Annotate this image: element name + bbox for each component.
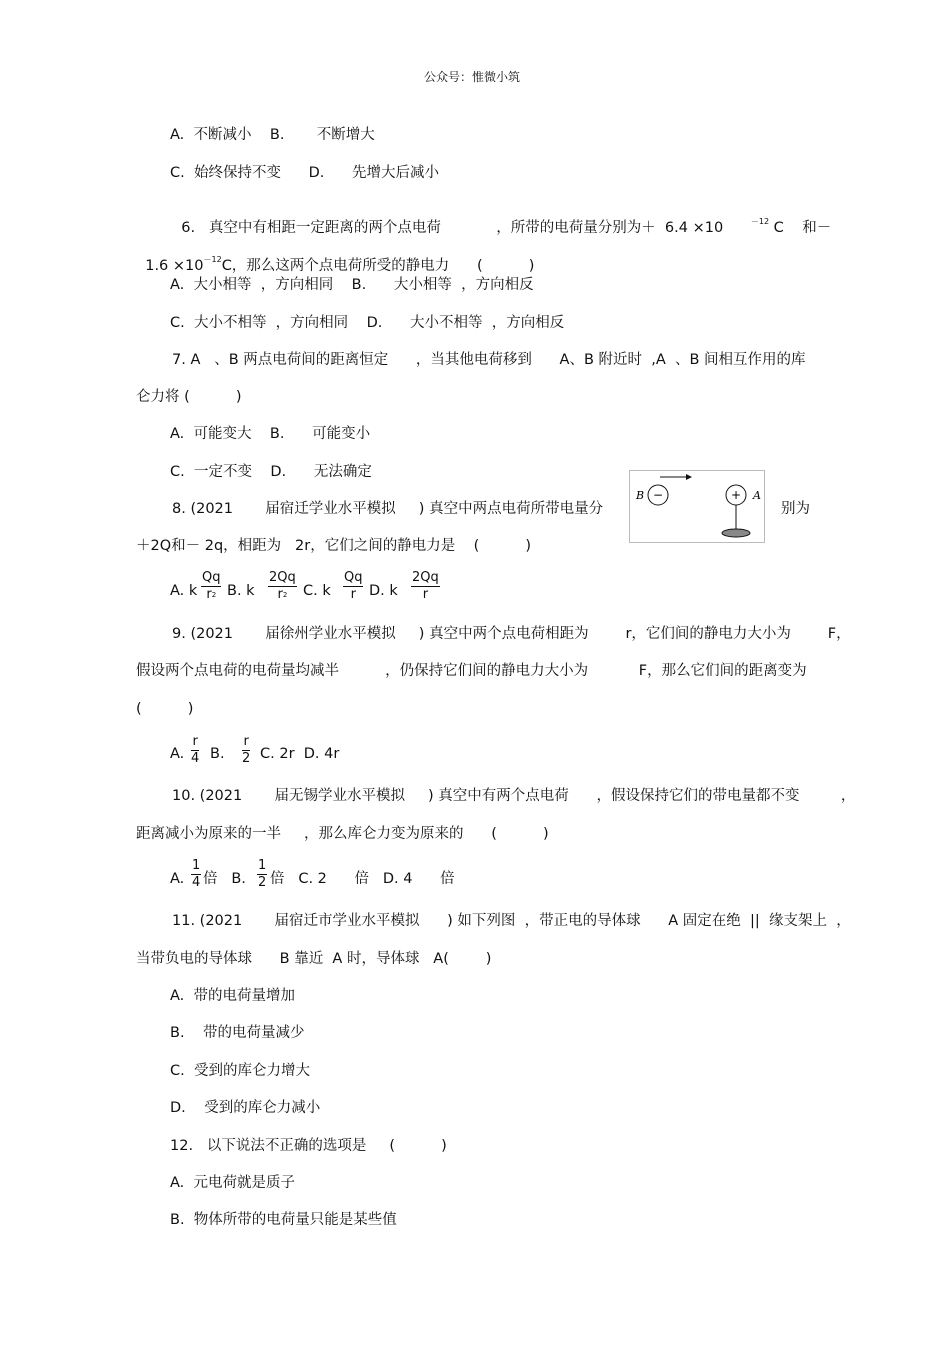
q10-frac-b-num: 1 — [258, 858, 267, 873]
charge-a-sign: + — [730, 488, 742, 502]
q10-frac-b-den: 2 — [258, 875, 267, 890]
q9-line-2: 假设两个点电荷的电荷量均减半 ，仍保持它们间的静电力大小为 F，那么它们间的距离变为 — [136, 663, 807, 679]
charge-a-label: A — [753, 489, 761, 502]
charge-b-sign: − — [652, 488, 664, 502]
q12-option-b: B. 物体所带的电荷量只能是某些值 — [170, 1212, 397, 1228]
q6-line2-a: 1.6 ×10 — [145, 258, 204, 274]
q8-charge-figure — [629, 470, 765, 543]
q11-option-c: C. 受到的库仑力增大 — [170, 1063, 310, 1079]
q12-option-a: A. 元电荷就是质子 — [170, 1175, 295, 1191]
q10-line-2: 距离减小为原来的一半 ，那么库仑力变为原来的 ( ) — [136, 826, 549, 842]
q9-line-3: ( ) — [136, 701, 194, 717]
q6-options-cd: C. 大小不相等 ，方向相同 D. 大小不相等 ，方向相反 — [170, 315, 565, 331]
q8-fraction-c — [343, 570, 363, 603]
q7-line-2: 仑力将 ( ) — [136, 389, 242, 405]
q8-fraction-b — [268, 570, 297, 603]
q9-options-cd: C. 2r D. 4r — [260, 746, 340, 762]
q6-line2-b: C，那么这两个点电荷所受的静电力 ( ) — [221, 258, 535, 274]
q8-option-d: D. k — [369, 583, 398, 599]
q8-option-a: A. k — [170, 583, 198, 599]
q5-options-cd: C. 始终保持不变 D. 先增大后减小 — [170, 165, 440, 181]
q8-frac-c-num: Qq — [344, 570, 363, 585]
q9-frac-b-num: r — [243, 734, 249, 749]
q10-option-b-suffix: 倍 C. 2 倍 D. 4 倍 — [270, 871, 455, 887]
charge-b-label: B — [636, 489, 645, 502]
q8-option-c: C. k — [303, 583, 331, 599]
q8-frac-d-num: 2Qq — [412, 570, 439, 585]
arrow-icon — [686, 474, 692, 480]
q9-option-a: A. — [170, 746, 185, 762]
q6-stem-b: ，所带的电荷量分别为＋ 6.4 ×10 — [496, 220, 724, 236]
q11-line-1: 11. (2021 届宿迁市学业水平模拟 ) 如下列图 ，带正电的导体球 A 固定在绝 || 缘支架上 ， — [172, 913, 851, 929]
q8-fraction-a — [201, 570, 221, 603]
q8-frac-a-den: $r^2$ — [206, 587, 217, 602]
q12-line-1: 12. 以下说法不正确的选项是 ( ) — [170, 1138, 447, 1154]
q10-frac-a-den: 4 — [192, 875, 201, 890]
q7-line-1: 7. A 、B 两点电荷间的距离恒定 ，当其他电荷移到 A、B 附近时 ,A 、B 间相互作用的库 — [172, 352, 806, 368]
q10-line-1: 10. (2021 届无锡学业水平模拟 ) 真空中有两个点电荷 ，假设保持它们的带电量都不变 ， — [172, 788, 856, 804]
q10-fraction-a — [191, 858, 201, 891]
q8-line-1a: 8. (2021 届宿迁学业水平模拟 ) 真空中两点电荷所带电量分 — [172, 501, 604, 517]
q10-fraction-b — [257, 858, 267, 891]
q8-frac-a-num: Qq — [202, 570, 221, 585]
q9-frac-a-den: 4 — [191, 751, 200, 766]
q6-stem-c: C 和－ — [773, 220, 832, 236]
q5-options-ab: A. 不断减小 B. 不断增大 — [170, 127, 375, 143]
q9-frac-b-den: 2 — [242, 751, 251, 766]
q11-option-b: B. 带的电荷量减少 — [170, 1025, 305, 1041]
q6-options-ab: A. 大小相等 ，方向相同 B. 大小相等 ，方向相反 — [170, 277, 534, 293]
stand-base — [722, 529, 750, 537]
q9-fraction-a — [191, 734, 199, 767]
q8-fraction-d — [411, 570, 440, 603]
q6-exponent-1: －12 — [750, 217, 770, 226]
q6-line-1 — [172, 201, 831, 239]
q9-line-1: 9. (2021 届徐州学业水平模拟 ) 真空中两个点电荷相距为 r，它们间的静电力大小为 F， — [172, 626, 851, 642]
q8-frac-d-den: r — [422, 587, 429, 602]
q8-frac-b-den: $r^2$ — [277, 587, 288, 602]
q11-option-a: A. 带的电荷量增加 — [170, 988, 295, 1004]
q8-line-2: ＋2Q和－ 2q，相距为 2r，它们之间的静电力是 ( ) — [136, 538, 532, 554]
q9-option-b: B. — [210, 746, 225, 762]
q6-exponent-2: －12 — [203, 255, 222, 264]
q6-stem-a: 6. 真空中有相距一定距离的两个点电荷 — [181, 220, 441, 236]
q8-frac-c-den: r — [350, 587, 356, 602]
q9-fraction-b — [242, 734, 250, 767]
q8-frac-b-num: 2Qq — [269, 570, 296, 585]
q7-options-cd: C. 一定不变 D. 无法确定 — [170, 464, 372, 480]
q6-line-2 — [136, 239, 534, 277]
q11-option-d: D. 受到的库仑力减小 — [170, 1100, 321, 1116]
q9-frac-a-num: r — [192, 734, 198, 749]
page-header: 公众号：惟微小筑 — [424, 70, 521, 84]
q10-option-a: A. — [170, 871, 185, 887]
q11-line-2: 当带负电的导体球 B 靠近 A 时，导体球 A( ) — [136, 951, 492, 967]
q10-option-a-suffix: 倍 B. — [203, 871, 246, 887]
q8-line-1b: 别为 — [781, 501, 810, 517]
charge-diagram — [630, 471, 764, 542]
q8-option-b: B. k — [227, 583, 255, 599]
q10-frac-a-num: 1 — [192, 858, 201, 873]
q7-options-ab: A. 可能变大 B. 可能变小 — [170, 426, 371, 442]
